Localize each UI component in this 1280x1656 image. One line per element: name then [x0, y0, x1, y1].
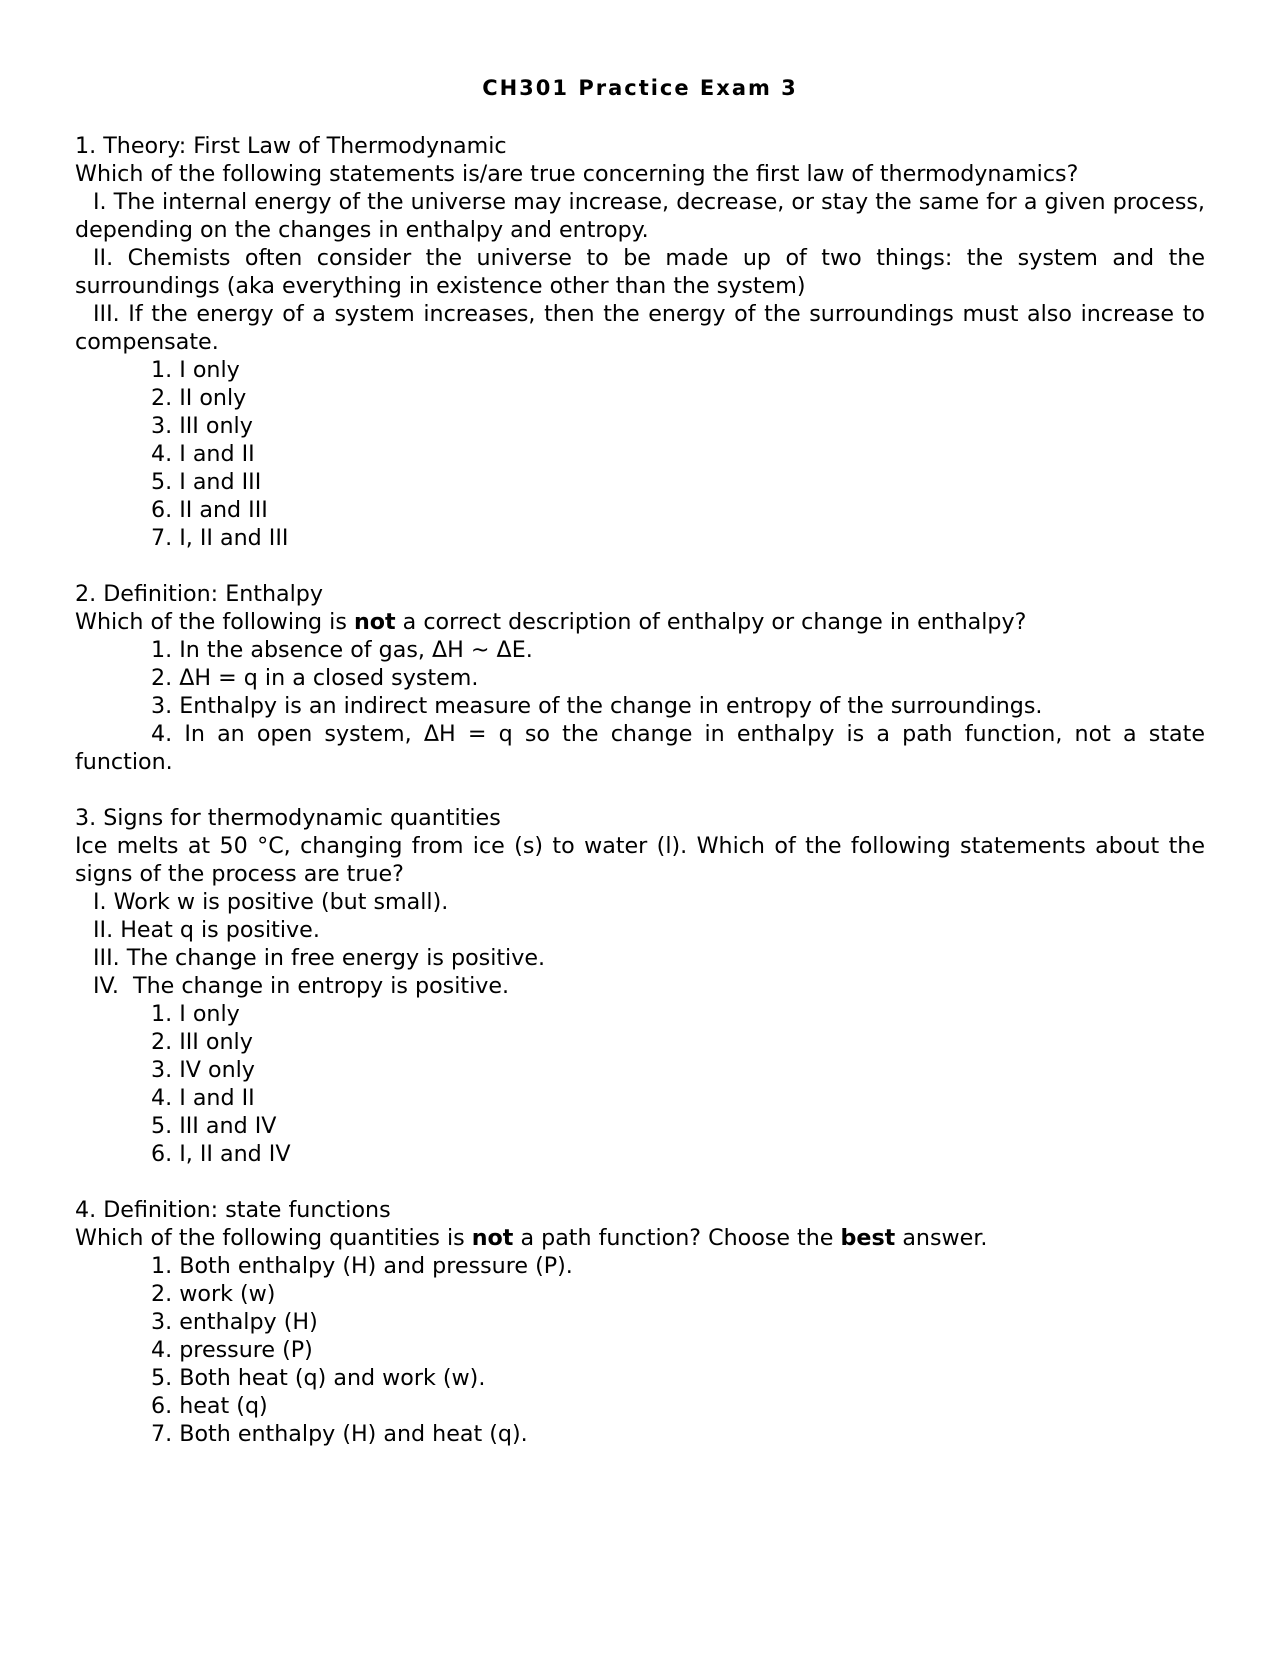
question-prompt — [75, 1224, 1205, 1252]
prompt-text: a path function? Choose the — [513, 1225, 841, 1251]
prompt-text: Which of the following is — [75, 609, 354, 635]
statement: IV. The change in entropy is positive. — [93, 973, 510, 999]
answer-option[interactable]: 5. I and III — [151, 469, 262, 495]
answer-option[interactable]: 7. I, II and III — [151, 525, 289, 551]
question-1 — [75, 132, 1205, 552]
prompt-emphasis: best — [840, 1225, 896, 1251]
answer-option[interactable]: 4. I and II — [151, 1085, 255, 1111]
answer-option[interactable]: 6. heat (q) — [151, 1393, 268, 1419]
answer-option[interactable]: 1. In the absence of gas, ΔH ~ ΔE. — [151, 637, 533, 663]
prompt-emphasis: not — [471, 1225, 514, 1251]
answer-option[interactable]: 4. pressure (P) — [151, 1337, 313, 1363]
answer-option[interactable]: 4. I and II — [151, 441, 255, 467]
statement: II. Heat q is positive. — [93, 917, 320, 943]
prompt-emphasis: not — [353, 609, 396, 635]
answer-option-continuation: function. — [75, 749, 173, 775]
question-heading: 1. Theory: First Law of Thermodynamic — [75, 133, 507, 159]
prompt-text: a correct description of enthalpy or change in enthalpy? — [395, 609, 1027, 635]
answer-options — [75, 1000, 1205, 1168]
page-title: CH301 Practice Exam 3 — [482, 76, 798, 100]
answer-option[interactable]: 5. Both heat (q) and work (w). — [151, 1365, 486, 1391]
answer-option[interactable]: 2. II only — [151, 385, 247, 411]
question-prompt — [75, 608, 1205, 636]
answer-option[interactable]: 5. III and IV — [151, 1113, 277, 1139]
answer-option[interactable]: 6. II and III — [151, 497, 268, 523]
question-4 — [75, 1196, 1205, 1448]
answer-option[interactable]: 3. IV only — [151, 1057, 255, 1083]
question-prompt: Ice melts at 50 °C, changing from ice (s) to water (l). Which of the following statements about the signs of the process are true? — [75, 833, 1205, 887]
statement: III. If the energy of a system increases, then the energy of the surroundings must also increase to compensate. — [75, 301, 1205, 355]
answer-options — [75, 356, 1205, 552]
answer-option[interactable]: 3. enthalpy (H) — [151, 1309, 318, 1335]
answer-option[interactable]: 1. I only — [151, 1001, 240, 1027]
prompt-text: Which of the following quantities is — [75, 1225, 472, 1251]
answer-option[interactable]: 7. Both enthalpy (H) and heat (q). — [151, 1421, 528, 1447]
answer-option[interactable]: 1. Both enthalpy (H) and pressure (P). — [151, 1253, 573, 1279]
question-3 — [75, 804, 1205, 1168]
answer-option[interactable]: 1. I only — [151, 357, 240, 383]
exam-content — [75, 132, 1205, 1476]
prompt-text: answer. — [895, 1225, 988, 1251]
answer-option[interactable]: 6. I, II and IV — [151, 1141, 291, 1167]
answer-option[interactable]: 3. III only — [151, 413, 253, 439]
answer-options — [75, 636, 1205, 720]
answer-option[interactable]: 2. III only — [151, 1029, 253, 1055]
answer-options — [75, 1252, 1205, 1448]
statement: I. The internal energy of the universe may increase, decrease, or stay the same for a given process, depending on the changes in enthalpy and entropy. — [75, 189, 1205, 243]
answer-option[interactable] — [75, 720, 1205, 748]
question-heading: 4. Definition: state functions — [75, 1197, 391, 1223]
question-2 — [75, 580, 1205, 776]
answer-option[interactable]: 3. Enthalpy is an indirect measure of the change in entropy of the surroundings. — [151, 693, 1043, 719]
statement: I. Work w is positive (but small). — [93, 889, 449, 915]
answer-option[interactable]: 2. work (w) — [151, 1281, 276, 1307]
answer-option-text: 4. In an open system, ΔH = q so the change in enthalpy is a path function, not a state — [151, 721, 1205, 747]
question-heading: 2. Definition: Enthalpy — [75, 581, 324, 607]
question-heading: 3. Signs for thermodynamic quantities — [75, 805, 501, 831]
statement: III. The change in free energy is positive. — [93, 945, 546, 971]
answer-option[interactable]: 2. ΔH = q in a closed system. — [151, 665, 479, 691]
statement: II. Chemists often consider the universe to be made up of two things: the system and the surroundings (aka everything in existence other than the system) — [75, 245, 1205, 299]
question-prompt: Which of the following statements is/are true concerning the first law of thermodynamics? — [75, 161, 1079, 187]
